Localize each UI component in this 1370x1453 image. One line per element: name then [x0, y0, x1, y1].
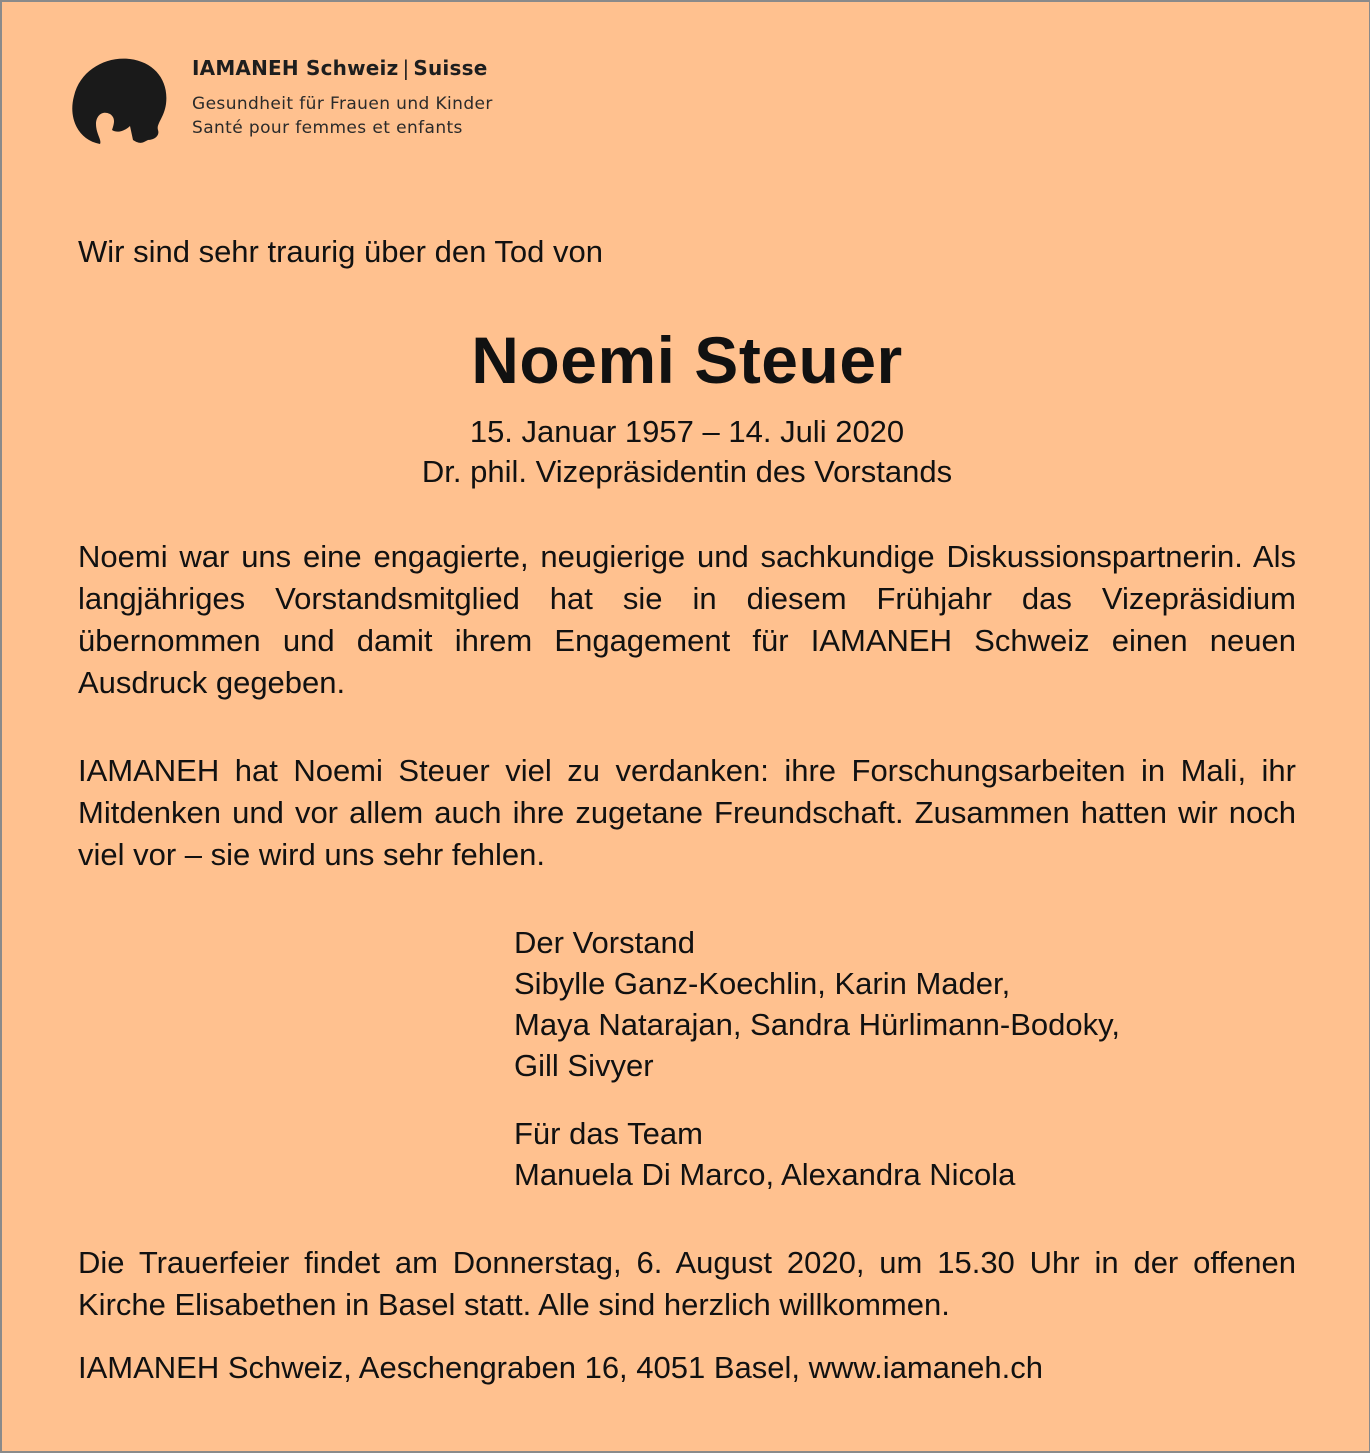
- life-details: [2, 412, 1370, 492]
- org-name-fr: Suisse: [413, 56, 488, 80]
- life-dates: 15. Januar 1957 – 14. Juli 2020: [469, 414, 905, 449]
- profile-head-logo-icon: [70, 56, 170, 148]
- deceased-name: Noemi Steuer: [471, 323, 903, 397]
- board-signature: [514, 922, 1120, 1086]
- board-members-line: Sibylle Ganz-Koechlin, Karin Mader,: [514, 966, 1011, 1001]
- deceased-role: Dr. phil. Vizepräsidentin des Vorstands: [421, 454, 953, 489]
- intro-text: Wir sind sehr traurig über den Tod von: [78, 234, 603, 269]
- org-tagline-fr: Santé pour femmes et enfants: [192, 118, 463, 138]
- org-name: [192, 56, 493, 80]
- team-members-line: Manuela Di Marco, Alexandra Nicola: [514, 1157, 1016, 1192]
- board-members-line: Gill Sivyer: [514, 1048, 654, 1083]
- tribute-paragraph-2: IAMANEH hat Noemi Steuer viel zu verdanken: ihre Forschungsarbeiten in Mali, ihr Mitdenken und vor allem auch ihre zugetane Freundschaft. Zusammen hatten wir noch viel vor – sie wird uns sehr fehlen.: [78, 753, 1296, 872]
- org-name-de: IAMANEH Schweiz: [192, 56, 399, 80]
- org-header: [192, 56, 493, 140]
- org-tagline-de: Gesundheit für Frauen und Kinder: [192, 94, 493, 114]
- team-heading: Für das Team: [514, 1116, 703, 1151]
- org-name-separator: |: [402, 56, 410, 80]
- funeral-info: Die Trauerfeier findet am Donnerstag, 6. August 2020, um 15.30 Uhr in der offenen Kirche Elisabethen in Basel statt. Alle sind herzlich willkommen.: [78, 1245, 1296, 1322]
- board-heading: Der Vorstand: [514, 925, 695, 960]
- board-members-line: Maya Natarajan, Sandra Hürlimann-Bodoky,: [514, 1007, 1120, 1042]
- tribute-paragraph-1: Noemi war uns eine engagierte, neugierige und sachkundige Diskussionspartnerin. Als langjähriges Vorstandsmitglied hat sie in diesem Frühjahr das Vizepräsidium übernommen und damit ihrem Engagement für IAMANEH Schweiz einen neuen Ausdruck gegeben.: [78, 539, 1296, 700]
- org-address: IAMANEH Schweiz, Aeschengraben 16, 4051 Basel, www.iamaneh.ch: [78, 1350, 1043, 1385]
- team-signature: [514, 1113, 1015, 1195]
